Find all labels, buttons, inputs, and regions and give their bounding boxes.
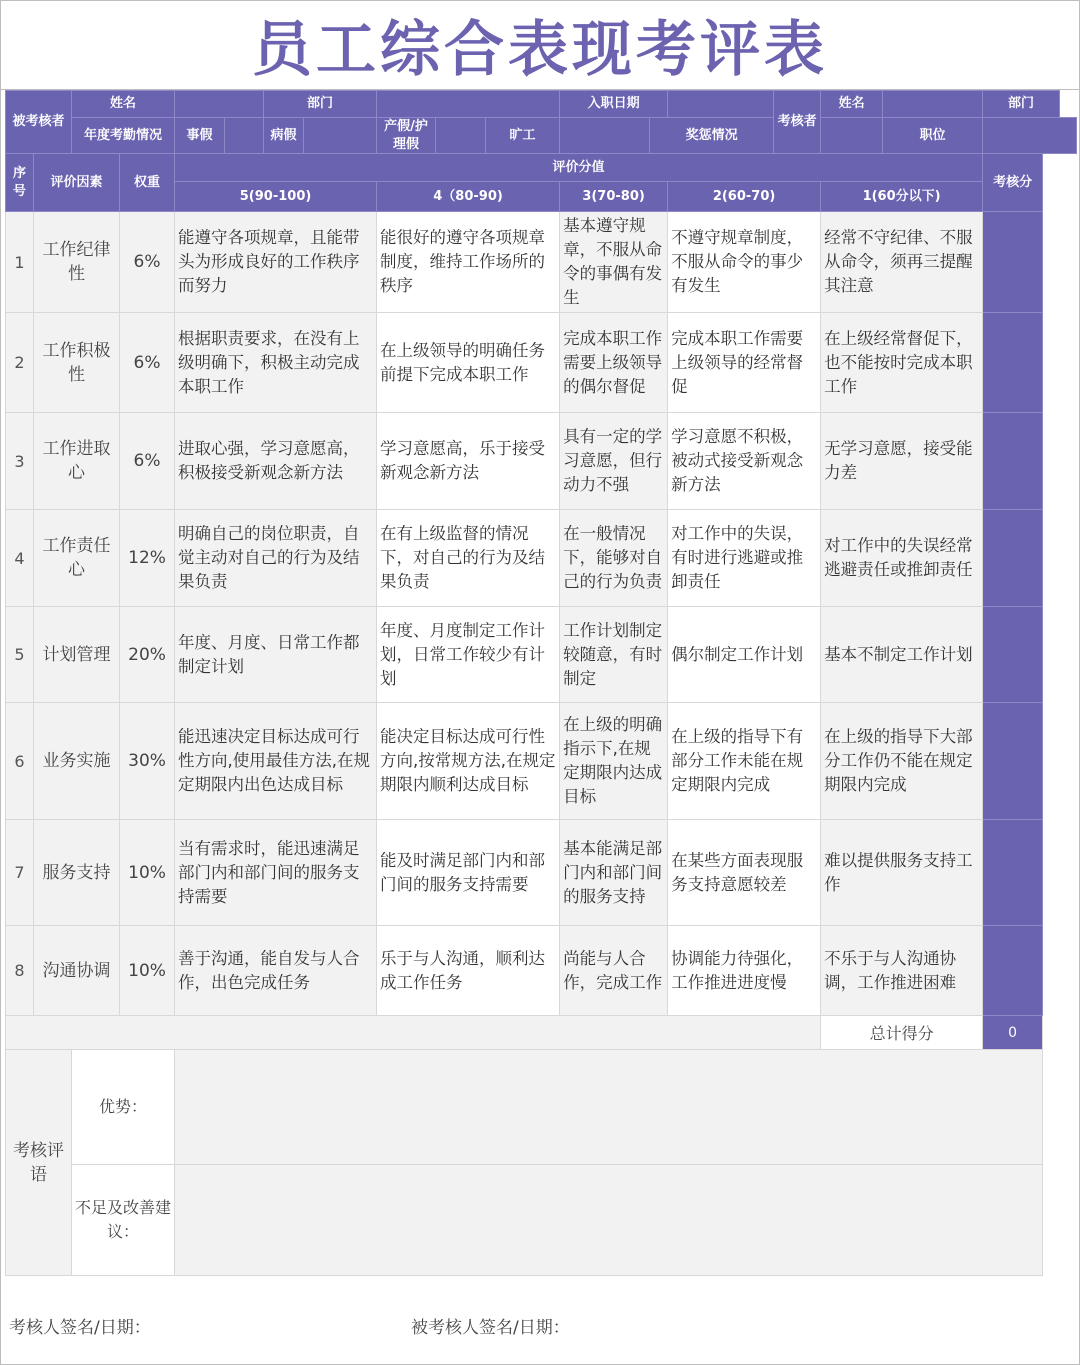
examiner-label: 考核者 (774, 91, 821, 154)
reward-value[interactable] (821, 118, 883, 154)
examiner-name-value[interactable] (883, 91, 983, 118)
row-factor: 工作纪律性 (34, 212, 120, 313)
row-desc-2: 不遵守规章制度，不服从命令的事少有发生 (668, 212, 821, 313)
row-weight: 30% (120, 703, 175, 820)
row-desc-4: 能决定目标达成可行性方向,按常规方法,在规定期限内顺利达成目标 (377, 703, 560, 820)
position-label: 职位 (883, 118, 983, 154)
row-score-cell[interactable] (983, 926, 1043, 1016)
personal-leave-value[interactable] (225, 118, 264, 154)
table-row (6, 607, 1077, 703)
strength-field[interactable] (175, 1050, 1043, 1165)
row-desc-5: 明确自己的岗位职责，自觉主动对自己的行为及结果负责 (175, 510, 377, 607)
row-desc-3: 基本能满足部门内和部门间的服务支持 (560, 820, 668, 926)
row-desc-1: 在上级经常督促下，也不能按时完成本职工作 (821, 313, 983, 413)
row-desc-2: 在上级的指导下有部分工作未能在规定期限内完成 (668, 703, 821, 820)
hire-date-label: 入职日期 (560, 91, 668, 118)
row-desc-5: 能遵守各项规章，且能带头为形成良好的工作秩序而努力 (175, 212, 377, 313)
row-factor: 工作进取心 (34, 413, 120, 510)
row-desc-5: 根据职责要求，在没有上级明确下，积极主动完成本职工作 (175, 313, 377, 413)
col-weight: 权重 (120, 154, 175, 212)
total-label: 总计得分 (821, 1016, 983, 1050)
col-level-4: 4（80-90) (377, 182, 560, 212)
name-label: 姓名 (72, 91, 175, 118)
row-weight: 10% (120, 820, 175, 926)
row-desc-3: 在上级的明确指示下,在规定期限内达成目标 (560, 703, 668, 820)
table-row (6, 510, 1077, 607)
attendance-label: 年度考勤情况 (72, 118, 175, 154)
col-factor: 评价因素 (34, 154, 120, 212)
sick-leave-label: 病假 (264, 118, 304, 154)
col-no: 序号 (6, 154, 34, 212)
row-desc-4: 能及时满足部门内和部门间的服务支持需要 (377, 820, 560, 926)
col-level-5: 5(90-100) (175, 182, 377, 212)
row-score-cell[interactable] (983, 413, 1043, 510)
row-no: 5 (6, 607, 34, 703)
row-factor: 业务实施 (34, 703, 120, 820)
evaluation-table (5, 90, 1077, 1276)
row-desc-3: 基本遵守规章，不服从命令的事偶有发生 (560, 212, 668, 313)
row-desc-1: 难以提供服务支持工作 (821, 820, 983, 926)
row-score-cell[interactable] (983, 212, 1043, 313)
total-row (6, 1016, 1077, 1050)
row-desc-3: 在一般情况下，能够对自己的行为负责 (560, 510, 668, 607)
examiner-name-label: 姓名 (821, 91, 883, 118)
row-score-cell[interactable] (983, 313, 1043, 413)
row-desc-4: 年度、月度制定工作计划，日常工作较少有计划 (377, 607, 560, 703)
row-desc-5: 能迅速决定目标达成可行性方向,使用最佳方法,在规定期限内出色达成目标 (175, 703, 377, 820)
maternity-leave-value[interactable] (436, 118, 486, 154)
row-desc-4: 能很好的遵守各项规章制度，维持工作场所的秩序 (377, 212, 560, 313)
examinee-label: 被考核者 (6, 91, 72, 154)
row-desc-2: 协调能力待强化，工作推进进度慢 (668, 926, 821, 1016)
comments-label: 考核评语 (6, 1050, 72, 1276)
row-factor: 工作积极性 (34, 313, 120, 413)
row-desc-5: 善于沟通，能自发与人合作，出色完成任务 (175, 926, 377, 1016)
page-title: 员工综合表现考评表 (1, 1, 1079, 90)
hire-date-value[interactable] (668, 91, 774, 118)
row-weight: 6% (120, 313, 175, 413)
examinee-signature[interactable]: 被考核人签名/日期： (411, 1318, 570, 1338)
strength-label: 优势： (72, 1050, 175, 1165)
row-no: 3 (6, 413, 34, 510)
row-no: 6 (6, 703, 34, 820)
row-desc-2: 学习意愿不积极，被动式接受新观念新方法 (668, 413, 821, 510)
row-desc-3: 具有一定的学习意愿，但行动力不强 (560, 413, 668, 510)
row-desc-4: 在上级领导的明确任务前提下完成本职工作 (377, 313, 560, 413)
col-level-3: 3(70-80) (560, 182, 668, 212)
absent-value[interactable] (560, 118, 650, 154)
table-row (6, 820, 1077, 926)
row-desc-3: 尚能与人合作，完成工作 (560, 926, 668, 1016)
table-row (6, 703, 1077, 820)
row-desc-1: 经常不守纪律、不服从命令，须再三提醒其注意 (821, 212, 983, 313)
row-desc-2: 偶尔制定工作计划 (668, 607, 821, 703)
row-no: 7 (6, 820, 34, 926)
position-value[interactable] (983, 118, 1077, 154)
total-value: 0 (983, 1016, 1043, 1050)
row-weight: 6% (120, 212, 175, 313)
row-factor: 计划管理 (34, 607, 120, 703)
sick-leave-value[interactable] (304, 118, 377, 154)
row-weight: 10% (120, 926, 175, 1016)
examiner-dept-label: 部门 (983, 91, 1060, 118)
row-weight: 12% (120, 510, 175, 607)
dept-label: 部门 (264, 91, 377, 118)
improve-label: 不足及改善建议： (72, 1165, 175, 1276)
col-level-1: 1(60分以下) (821, 182, 983, 212)
table-row (6, 413, 1077, 510)
row-desc-5: 年度、月度、日常工作都制定计划 (175, 607, 377, 703)
row-desc-3: 工作计划制定较随意，有时制定 (560, 607, 668, 703)
row-desc-3: 完成本职工作需要上级领导的偶尔督促 (560, 313, 668, 413)
row-no: 1 (6, 212, 34, 313)
row-no: 2 (6, 313, 34, 413)
row-score-cell[interactable] (983, 703, 1043, 820)
row-score-cell[interactable] (983, 820, 1043, 926)
row-no: 8 (6, 926, 34, 1016)
dept-value[interactable] (377, 91, 560, 118)
improve-field[interactable] (175, 1165, 1043, 1276)
row-factor: 工作责任心 (34, 510, 120, 607)
table-row (6, 926, 1077, 1016)
col-assess: 考核分 (983, 154, 1043, 212)
row-factor: 服务支持 (34, 820, 120, 926)
row-score-cell[interactable] (983, 510, 1043, 607)
col-level-2: 2(60-70) (668, 182, 821, 212)
total-spacer (6, 1016, 821, 1050)
comment-row-improve (6, 1165, 1077, 1276)
row-desc-4: 学习意愿高，乐于接受新观念新方法 (377, 413, 560, 510)
table-row (6, 212, 1077, 313)
maternity-leave-label: 产假/护理假 (377, 118, 436, 154)
table-row (6, 313, 1077, 413)
row-desc-4: 乐于与人沟通，顺利达成工作任务 (377, 926, 560, 1016)
row-desc-2: 对工作中的失误，有时进行逃避或推卸责任 (668, 510, 821, 607)
row-desc-5: 进取心强，学习意愿高，积极接受新观念新方法 (175, 413, 377, 510)
row-desc-1: 不乐于与人沟通协调，工作推进困难 (821, 926, 983, 1016)
examiner-signature[interactable]: 考核人签名/日期： (9, 1318, 151, 1338)
row-desc-1: 在上级的指导下大部分工作仍不能在规定期限内完成 (821, 703, 983, 820)
row-score-cell[interactable] (983, 607, 1043, 703)
row-factor: 沟通协调 (34, 926, 120, 1016)
row-desc-1: 对工作中的失误经常逃避责任或推卸责任 (821, 510, 983, 607)
row-desc-4: 在有上级监督的情况下，对自己的行为及结果负责 (377, 510, 560, 607)
col-score-group: 评价分值 (175, 154, 983, 182)
row-desc-2: 在某些方面表现服务支持意愿较差 (668, 820, 821, 926)
row-weight: 20% (120, 607, 175, 703)
row-desc-1: 基本不制定工作计划 (821, 607, 983, 703)
comment-row-strength (6, 1050, 1077, 1165)
row-desc-2: 完成本职工作需要上级领导的经常督促 (668, 313, 821, 413)
personal-leave-label: 事假 (175, 118, 225, 154)
row-desc-1: 无学习意愿，接受能力差 (821, 413, 983, 510)
row-desc-5: 当有需求时，能迅速满足部门内和部门间的服务支持需要 (175, 820, 377, 926)
row-no: 4 (6, 510, 34, 607)
reward-label: 奖惩情况 (650, 118, 774, 154)
absent-label: 旷工 (486, 118, 560, 154)
row-weight: 6% (120, 413, 175, 510)
name-value[interactable] (175, 91, 264, 118)
